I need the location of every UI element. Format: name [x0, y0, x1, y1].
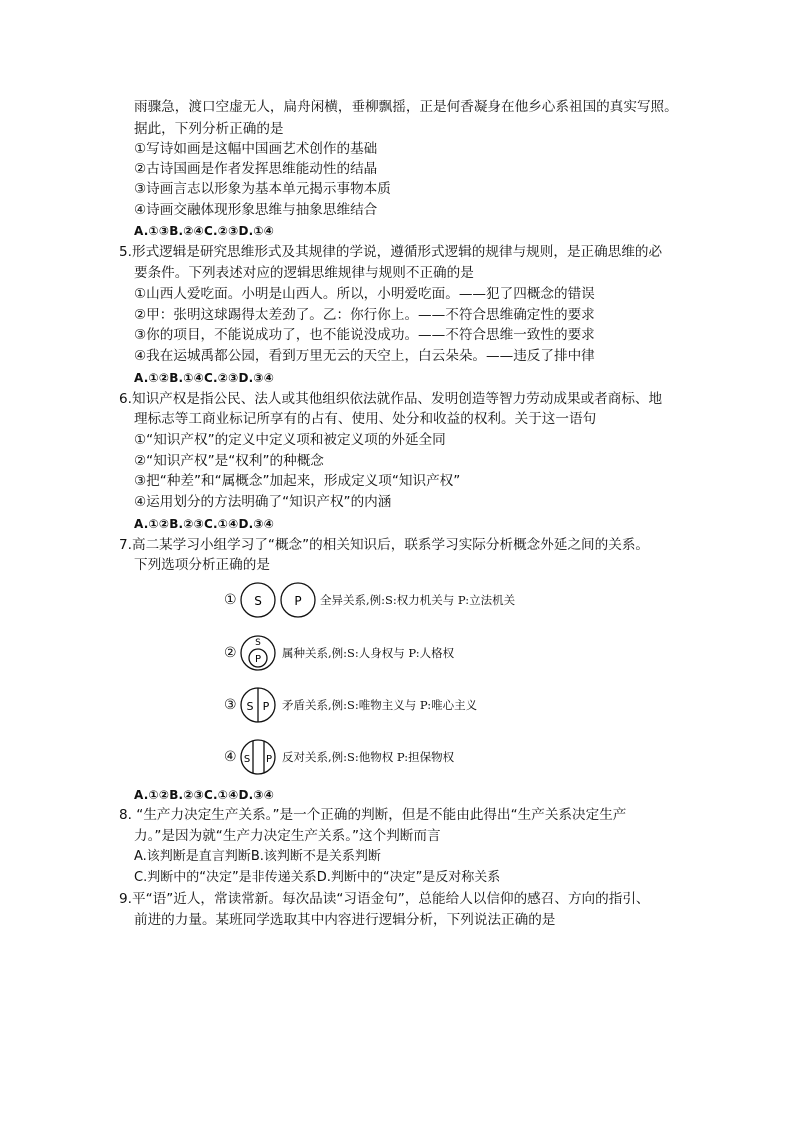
contrary-circle-diagram	[240, 737, 280, 777]
q5-item-1: ①山西人爱吃面。小明是山西人。所以，小明爱吃面。——犯了四概念的错误	[134, 286, 595, 302]
q5-text-line1: 5.形式逻辑是研究思维形式及其规律的学说，遵循形式逻辑的规律与规则，是正确思维的必	[119, 244, 663, 260]
diagram-caption: 属种关系,例:S:人身权与 P:人格权	[282, 646, 455, 660]
circle-label-s: S	[246, 700, 254, 713]
diagram-row-1	[224, 580, 515, 620]
nested-circles-diagram	[240, 633, 280, 673]
diagram-number: ③	[224, 697, 237, 713]
q5-item-4: ④我在运城禹都公园，看到万里无云的天空上，白云朵朵。——违反了排中律	[134, 348, 595, 364]
q4-item-2: ②古诗国画是作者发挥思维能动性的结晶	[134, 161, 378, 177]
q4-text-line1: 雨骤急，渡口空虚无人，扁舟闲横，垂柳飘摇，正是何香凝身在他乡心系祖国的真实写照。	[134, 99, 678, 115]
q6-text-line1: 6.知识产权是指公民、法人或其他组织依法就作品、发明创造等智力劳动成果或者商标、地	[119, 391, 663, 407]
q8-option-a: A.该判断是直言判断	[134, 849, 251, 864]
diagram-caption: 全异关系,例:S:权力机关与 P:立法机关	[320, 593, 516, 607]
q8-text-line1: 8. “生产力决定生产关系。”是一个正确的判断，但是不能由此得出“生产关系决定生产	[119, 807, 627, 823]
contradictory-circle-diagram	[240, 685, 280, 725]
q7-options: A.①②B.②③C.①④D.③④	[134, 788, 275, 802]
diagram-caption: 反对关系,例:S:他物权 P:担保物权	[282, 750, 455, 764]
q4-item-1: ①写诗如画是这幅中国画艺术创作的基础	[134, 141, 378, 157]
q8-text-line2: 力。”是因为就“生产力决定生产关系。”这个判断而言	[134, 828, 441, 844]
circle-label-p: P	[262, 700, 270, 713]
q5-options: A.①②B.①④C.②③D.③④	[134, 371, 275, 385]
q6-item-3: ③把“种差”和“属概念”加起来，形成定义项“知识产权”	[134, 473, 461, 489]
q4-options: A.①③B.②④C.②③D.①④	[134, 224, 275, 238]
q7-text-line2: 下列选项分析正确的是	[134, 557, 270, 573]
q6-text-line2: 理标志等工商业标记所享有的占有、使用、处分和收益的权利。关于这一语句	[134, 411, 597, 427]
disjoint-circles-diagram	[240, 580, 318, 620]
circle-label-p: P	[294, 594, 302, 608]
q8-option-d: D.判断中的“决定”是反对称关系	[316, 870, 501, 885]
q6-item-4: ④运用划分的方法明确了“知识产权”的内涵	[134, 494, 392, 510]
q4-item-3: ③诗画言志以形象为基本单元揭示事物本质	[134, 181, 391, 197]
diagram-row-4	[224, 737, 454, 777]
q5-item-3: ③你的项目，不能说成功了，也不能说没成功。——不符合思维一致性的要求	[134, 327, 595, 343]
diagram-number: ①	[224, 592, 237, 608]
diagram-caption: 矛盾关系,例:S:唯物主义与 P:唯心主义	[282, 698, 478, 712]
q6-item-2: ②“知识产权”是“权利”的种概念	[134, 453, 324, 469]
q9-text-line2: 前进的力量。某班同学选取其中内容进行逻辑分析，下列说法正确的是	[134, 912, 556, 928]
circle-label-p: P	[254, 654, 262, 665]
q8-option-c: C.判断中的“决定”是非传递关系	[134, 870, 317, 885]
circle-label-s: S	[254, 594, 262, 608]
q5-item-2: ②甲：张明这球踢得太差劲了。乙：你行你上。——不符合思维确定性的要求	[134, 307, 595, 323]
circle-label-s: S	[243, 754, 251, 765]
q4-text-line2: 据此，下列分析正确的是	[134, 121, 284, 137]
diagram-row-3	[224, 685, 477, 725]
q7-text-line1: 7.高二某学习小组学习了“概念”的相关知识后，联系学习实际分析概念外延之间的关系。	[119, 537, 650, 553]
diagram-row-2	[224, 633, 454, 673]
diagram-number: ②	[224, 645, 237, 661]
q8-options-row1	[134, 848, 381, 866]
q5-text-line2: 要条件。下列表述对应的逻辑思维规律与规则不正确的是	[134, 265, 474, 281]
q8-options-row2	[134, 869, 500, 887]
q6-options: A.①②B.②③C.①④D.③④	[134, 517, 275, 531]
diagram-number: ④	[224, 749, 237, 765]
q6-item-1: ①“知识产权”的定义中定义项和被定义项的外延全同	[134, 432, 446, 448]
circle-label-s: S	[255, 638, 261, 648]
q9-text-line1: 9.平“语”近人，常读常新。每次品读“习语金句”，总能给人以信仰的感召、方向的指引、	[119, 891, 650, 907]
q4-item-4: ④诗画交融体现形象思维与抽象思维结合	[134, 202, 378, 218]
circle-label-p: P	[265, 754, 273, 765]
q8-option-b: B.该判断不是关系判断	[250, 849, 381, 864]
